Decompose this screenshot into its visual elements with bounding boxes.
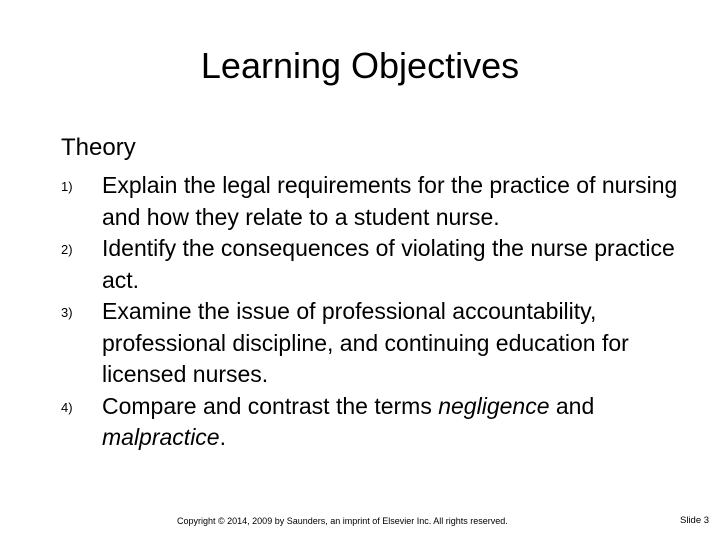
objective-number-1: 1) bbox=[61, 179, 73, 194]
objective-item-2 bbox=[61, 233, 681, 296]
objective-4-text-before: Compare and contrast the terms bbox=[102, 392, 439, 419]
objective-text-1: Explain the legal requirements for the practice of nursing and how they relate to a student nurse. bbox=[102, 172, 678, 230]
objective-item-3 bbox=[61, 296, 681, 391]
section-heading: Theory bbox=[61, 134, 136, 161]
objective-item-1 bbox=[61, 170, 681, 233]
objective-number-2: 2) bbox=[61, 242, 73, 257]
objectives-list bbox=[61, 170, 681, 454]
term-negligence: negligence bbox=[438, 392, 550, 419]
copyright-notice: Copyright © 2014, 2009 by Saunders, an imprint of Elsevier Inc. All rights reserved. bbox=[177, 516, 508, 526]
term-malpractice: malpractice bbox=[102, 424, 220, 450]
objective-item-4 bbox=[61, 391, 681, 454]
objective-4-text-middle: and bbox=[549, 392, 595, 419]
objective-text-3: Examine the issue of professional accountability, professional discipline, and continuing education for licensed nurses. bbox=[102, 298, 629, 387]
slide-title: Learning Objectives bbox=[200, 45, 520, 86]
objective-number-3: 3) bbox=[61, 305, 73, 320]
objective-text-4 bbox=[102, 393, 594, 451]
slide-number: Slide 3 bbox=[680, 515, 710, 526]
objective-text-2: Identify the consequences of violating the nurse practice act. bbox=[102, 235, 675, 293]
objective-4-text-after: . bbox=[219, 424, 226, 450]
objective-number-4: 4) bbox=[61, 399, 73, 415]
